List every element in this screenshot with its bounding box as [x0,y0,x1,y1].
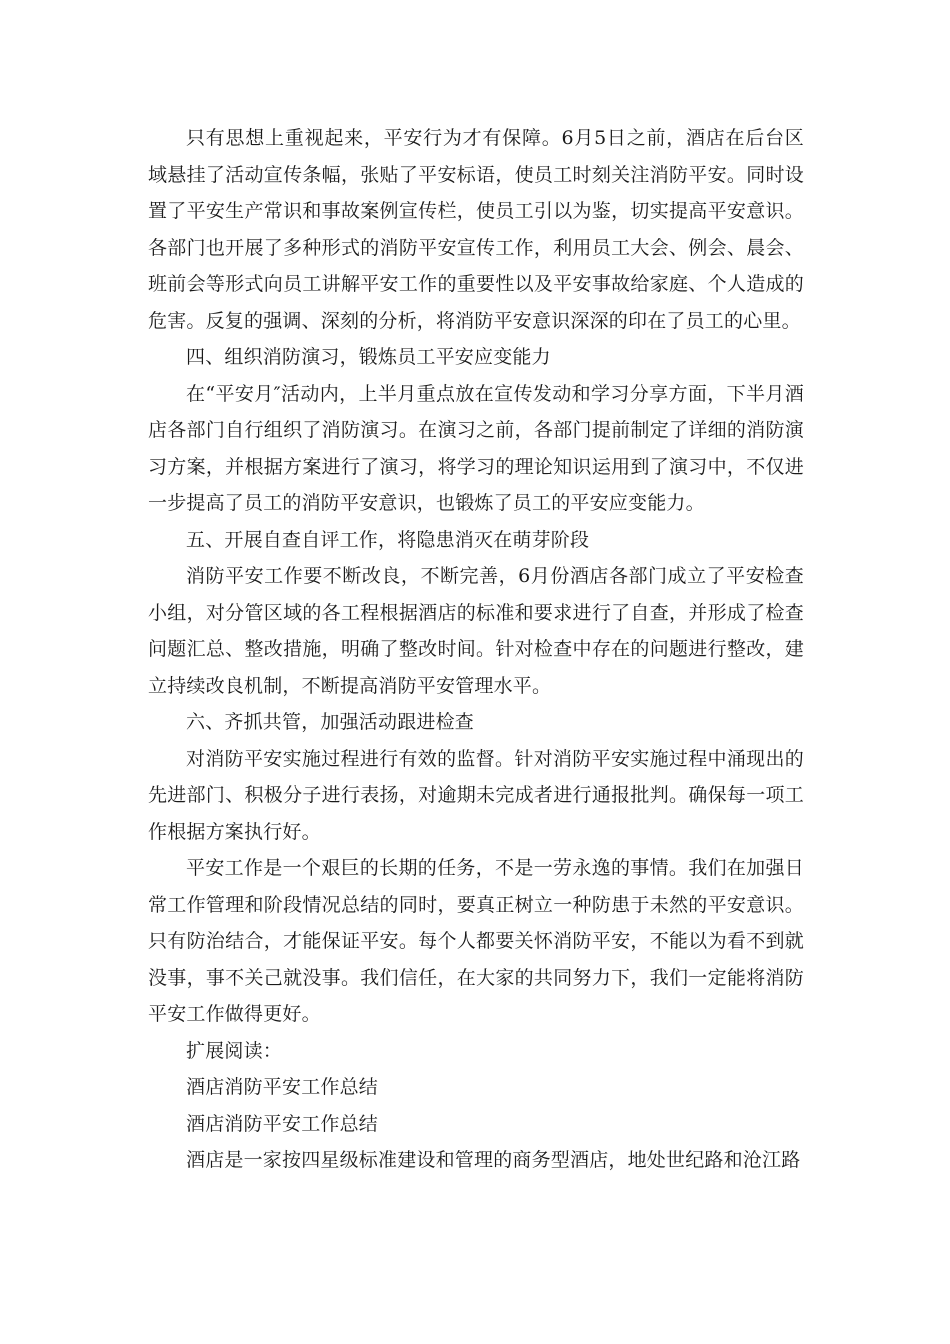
body-paragraph: 对消防平安实施过程进行有效的监督。针对消防平安实施过程中涌现出的先进部门、积极分子进行表扬，对逾期未完成者进行通报批判。确保每一项工作根据方案执行好。 [148,747,804,843]
section-heading-4: 四、组织消防演习，锻炼员工平安应变能力 [186,346,551,368]
body-paragraph: 酒店是一家按四星级标准建设和管理的商务型酒店，地处世纪路和沧江路 [186,1149,801,1171]
extended-reading-title: 酒店消防平安工作总结 [186,1076,379,1098]
body-paragraph: 消防平安工作要不断改良，不断完善，6月份酒店各部门成立了平安检查小组，对分管区域的各工程根据酒店的标准和要求进行了自查，并形成了检查问题汇总、整改措施，明确了整改时间。针对检查中存在的问题进行整改，建立持续改良机制，不断提高消防平安管理水平。 [148,565,804,697]
document-page [148,120,804,1179]
body-paragraph: 只有思想上重视起来，平安行为才有保障。6月5日之前，酒店在后台区域悬挂了活动宣传条幅，张贴了平安标语，使员工时刻关注消防平安。同时设置了平安生产常识和事故案例宣传栏，使员工引以为鉴，切实提高平安意识。各部门也开展了多种形式的消防平安宣传工作，利用员工大会、例会、晨会、班前会等形式向员工讲解平安工作的重要性以及平安事故给家庭、个人造成的危害。反复的强调、深刻的分析，将消防平安意识深深的印在了员工的心里。 [148,127,804,332]
section-heading-6: 六、齐抓共管，加强活动跟进检查 [186,711,475,733]
body-paragraph: 在“平安月″活动内，上半月重点放在宣传发动和学习分享方面，下半月酒店各部门自行组织了消防演习。在演习之前，各部门提前制定了详细的消防演习方案，并根据方案进行了演习，将学习的理论知识运用到了演习中，不仅进一步提高了员工的消防平安意识，也锻炼了员工的平安应变能力。 [148,382,804,514]
extended-reading-title: 酒店消防平安工作总结 [186,1112,379,1135]
extended-reading-label: 扩展阅读： [186,1039,283,1062]
section-heading-5: 五、开展自查自评工作，将隐患消灭在萌芽阶段 [186,528,590,551]
body-paragraph: 平安工作是一个艰巨的长期的任务，不是一劳永逸的事情。我们在加强日常工作管理和阶段情况总结的同时，要真正树立一种防患于未然的平安意识。只有防治结合，才能保证平安。每个人都要关怀消防平安，不能以为看不到就没事，事不关己就没事。我们信任，在大家的共同努力下，我们一定能将消防平安工作做得更好。 [148,857,804,1025]
